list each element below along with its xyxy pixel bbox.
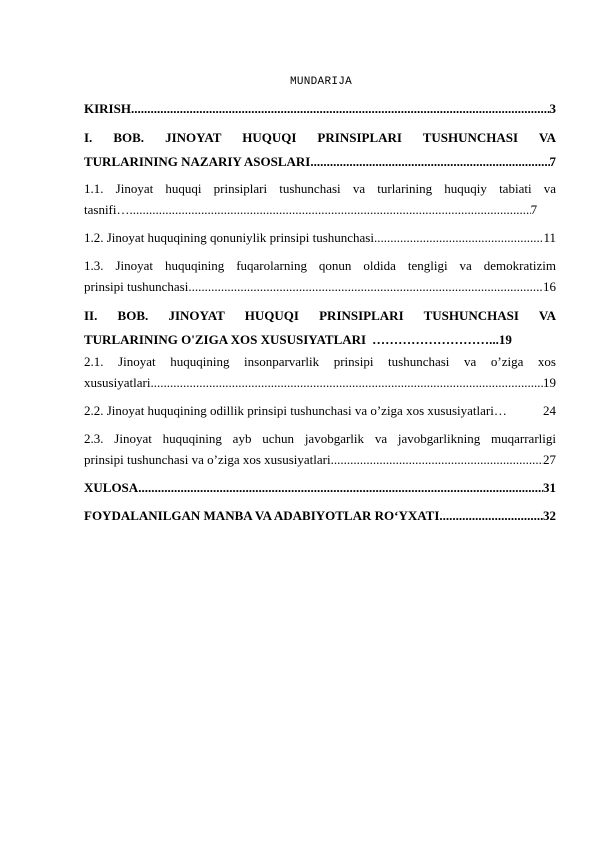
toc-entry-references[interactable]	[84, 505, 556, 526]
dot-leader	[150, 372, 543, 393]
toc-entry-text-cont: prinsipi tushunchasi	[84, 279, 189, 294]
dot-leader	[138, 477, 543, 498]
toc-entry-text: KIRISH	[84, 101, 131, 116]
toc-page-number: 11	[543, 230, 556, 245]
toc-entry-text: 1.2. Jinoyat huquqining qonuniylik prinsipi tushunchasi	[84, 230, 374, 245]
dot-leader	[131, 98, 550, 119]
toc-entry-text-cont: tasnifi…	[84, 202, 130, 217]
toc-entry-text: I. BOB. JINOYAT HUQUQI PRINSIPLARI TUSHUNCHASI VA	[84, 130, 556, 145]
toc-page-number: 27	[543, 452, 556, 467]
toc-entry-text: 1.1. Jinoyat huquqi prinsiplari tushunchasi va turlarining huquqiy tabiati va	[84, 181, 556, 196]
toc-entry-text-cont: TURLARINING O'ZIGA XOS XUSUSIYATLARI	[84, 332, 367, 347]
toc-entry-text: 1.3. Jinoyat huquqining fuqarolarning qonun oldida tengligi va demokratizim	[84, 258, 556, 273]
toc-page-number: 32	[543, 508, 556, 523]
dot-leader: ……………………….	[372, 332, 493, 347]
toc-entry-2-1[interactable]	[84, 351, 556, 393]
toc-entry-text: XULOSA	[84, 480, 139, 495]
toc-page-number: ..19	[492, 332, 512, 347]
toc-entry-text-cont: TURLARINING NAZARIY ASOSLARI	[84, 154, 311, 169]
toc-page-number: 31	[543, 480, 556, 495]
toc-entry-xulosa[interactable]	[84, 477, 556, 498]
toc-entry-text: II. BOB. JINOYAT HUQUQI PRINSIPLARI TUSHUNCHASI VA	[84, 308, 556, 323]
toc-page-number: 7	[530, 202, 538, 217]
toc-entry-1-3[interactable]	[84, 255, 556, 297]
dot-leader	[310, 151, 549, 172]
toc-entry-chapter-2[interactable]	[84, 305, 556, 350]
toc-entry-text-cont: xususiyatlari	[84, 375, 151, 390]
dot-leader	[188, 276, 543, 297]
toc-entry-kirish[interactable]	[84, 98, 556, 119]
toc-entry-1-1[interactable]	[84, 178, 556, 220]
toc-page-number: 24	[543, 403, 556, 418]
toc-entry-chapter-1[interactable]	[84, 127, 556, 172]
dot-leader	[331, 449, 543, 470]
toc-entry-2-3[interactable]	[84, 428, 556, 470]
toc-entry-text: 2.3. Jinoyat huquqining ayb uchun javobgarlik va javobgarlikning muqarrarligi	[84, 431, 556, 446]
toc-entry-text: 2.2. Jinoyat huquqining odillik prinsipi tushunchasi va o’ziga xos xususiyatlari…	[84, 403, 507, 418]
toc-page-number: 3	[549, 101, 556, 116]
toc-page-number: 16	[543, 279, 556, 294]
toc-entry-1-2[interactable]	[84, 227, 556, 248]
dot-leader	[439, 505, 543, 526]
dot-leader	[374, 227, 544, 248]
toc-entry-text-cont: prinsipi tushunchasi va o’ziga xos xususiyatlari	[84, 452, 331, 467]
table-of-contents	[84, 98, 556, 526]
dot-leader	[130, 199, 531, 220]
page-title: MUNDARIJA	[289, 76, 353, 88]
toc-page-number: 7	[549, 154, 556, 169]
toc-page-number: 19	[543, 375, 556, 390]
toc-entry-text: FOYDALANILGAN MANBA VA ADABIYOTLAR RO‘YXATI	[84, 508, 440, 523]
toc-entry-2-2[interactable]	[84, 400, 556, 421]
toc-entry-text: 2.1. Jinoyat huquqining insonparvarlik prinsipi tushunchasi va o’ziga xos	[84, 354, 556, 369]
